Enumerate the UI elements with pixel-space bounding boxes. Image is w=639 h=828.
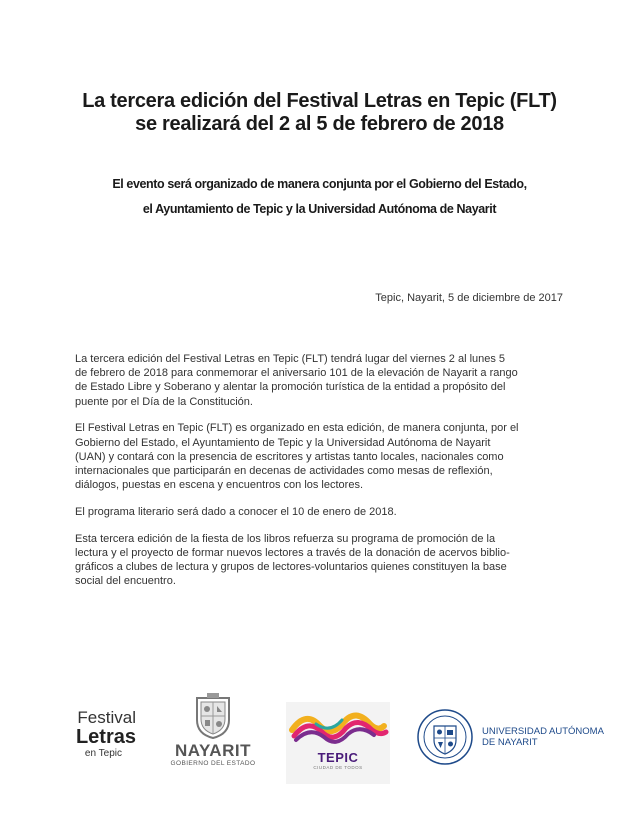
- festival-letras-logo: [56, 708, 136, 761]
- nayarit-logo-subtitle: GOBIERNO DEL ESTADO: [170, 760, 256, 767]
- paragraph-line: diálogos, puestas en escena y encuentros con los lectores.: [75, 479, 364, 492]
- tepic-logo-subtitle: CIUDAD DE TODOS: [313, 765, 363, 770]
- sponsor-logos: [0, 690, 639, 790]
- paragraph-3: [75, 505, 565, 519]
- paragraph-line: de Estado Libre y Soberano y alentar la promoción turística de la entidad a propósito del: [75, 381, 506, 394]
- paragraph-line: lectura y el proyecto de formar nuevos lectores a través de la donación de acervos biblio-: [75, 546, 510, 559]
- paragraph-line: (UAN) y contará con la presencia de escritores y artistas tanto locales, nacionales como: [75, 450, 504, 463]
- paragraph-line: Gobierno del Estado, el Ayuntamiento de Tepic y la Universidad Autónoma de Nayarit: [75, 436, 491, 449]
- headline: [0, 90, 639, 136]
- paragraph-line: social del encuentro.: [75, 575, 176, 588]
- paragraph-line: puente por el Día de la Constitución.: [75, 395, 253, 408]
- nayarit-logo-name: NAYARIT: [175, 741, 251, 760]
- tepic-logo-name: TEPIC: [317, 750, 359, 765]
- festival-logo-line-1: Festival: [77, 708, 136, 727]
- paragraph-line: internacionales que participarán en decenas de actividades como mesas de reflexión,: [75, 464, 493, 477]
- subheadline: [0, 172, 639, 222]
- subheadline-line-2: el Ayuntamiento de Tepic y la Universidad Autónoma de Nayarit: [142, 202, 497, 216]
- paragraph-2: [75, 421, 565, 492]
- tepic-ribbon-icon: [286, 704, 390, 750]
- headline-line-1: La tercera edición del Festival Letras en Tepic (FLT): [82, 90, 557, 112]
- paragraph-line: gráficos a clubes de lectura y grupos de lectores-voluntarios quienes constituyen la base: [75, 560, 507, 573]
- paragraph-line: El Festival Letras en Tepic (FLT) es organizado en esta edición, de manera conjunta, por el: [75, 422, 519, 435]
- headline-line-2: se realizará del 2 al 5 de febrero de 2018: [135, 113, 504, 135]
- paragraph-line: El programa literario será dado a conocer el 10 de enero de 2018.: [75, 505, 397, 518]
- subheadline-line-1: El evento será organizado de manera conjunta por el Gobierno del Estado,: [112, 177, 527, 191]
- tepic-logo: [286, 702, 390, 784]
- paragraph-line: de febrero de 2018 para conmemorar el aniversario 101 de la elevación de Nayarit a rango: [75, 367, 518, 380]
- festival-logo-line-3: en Tepic: [84, 748, 122, 759]
- dateline: Tepic, Nayarit, 5 de diciembre de 2017: [375, 292, 563, 304]
- paragraph-line: Esta tercera edición de la fiesta de los libros refuerza su programa de promoción de la: [75, 532, 496, 545]
- paragraph-4: [75, 532, 565, 589]
- gobierno-nayarit-logo: [168, 692, 258, 767]
- uan-logo-line-2: DE NAYARIT: [482, 737, 538, 748]
- festival-logo-line-2: Letras: [75, 726, 136, 748]
- paragraph-line: La tercera edición del Festival Letras en Tepic (FLT) tendrá lugar del viernes 2 al lunes 5: [75, 353, 506, 365]
- paragraph-1: [75, 352, 565, 409]
- uan-logo-line-1: UNIVERSIDAD AUTÓNOMA: [482, 726, 604, 737]
- uan-seal-icon: [416, 708, 474, 766]
- nayarit-shield-icon: [189, 692, 237, 740]
- article-body: [75, 352, 565, 601]
